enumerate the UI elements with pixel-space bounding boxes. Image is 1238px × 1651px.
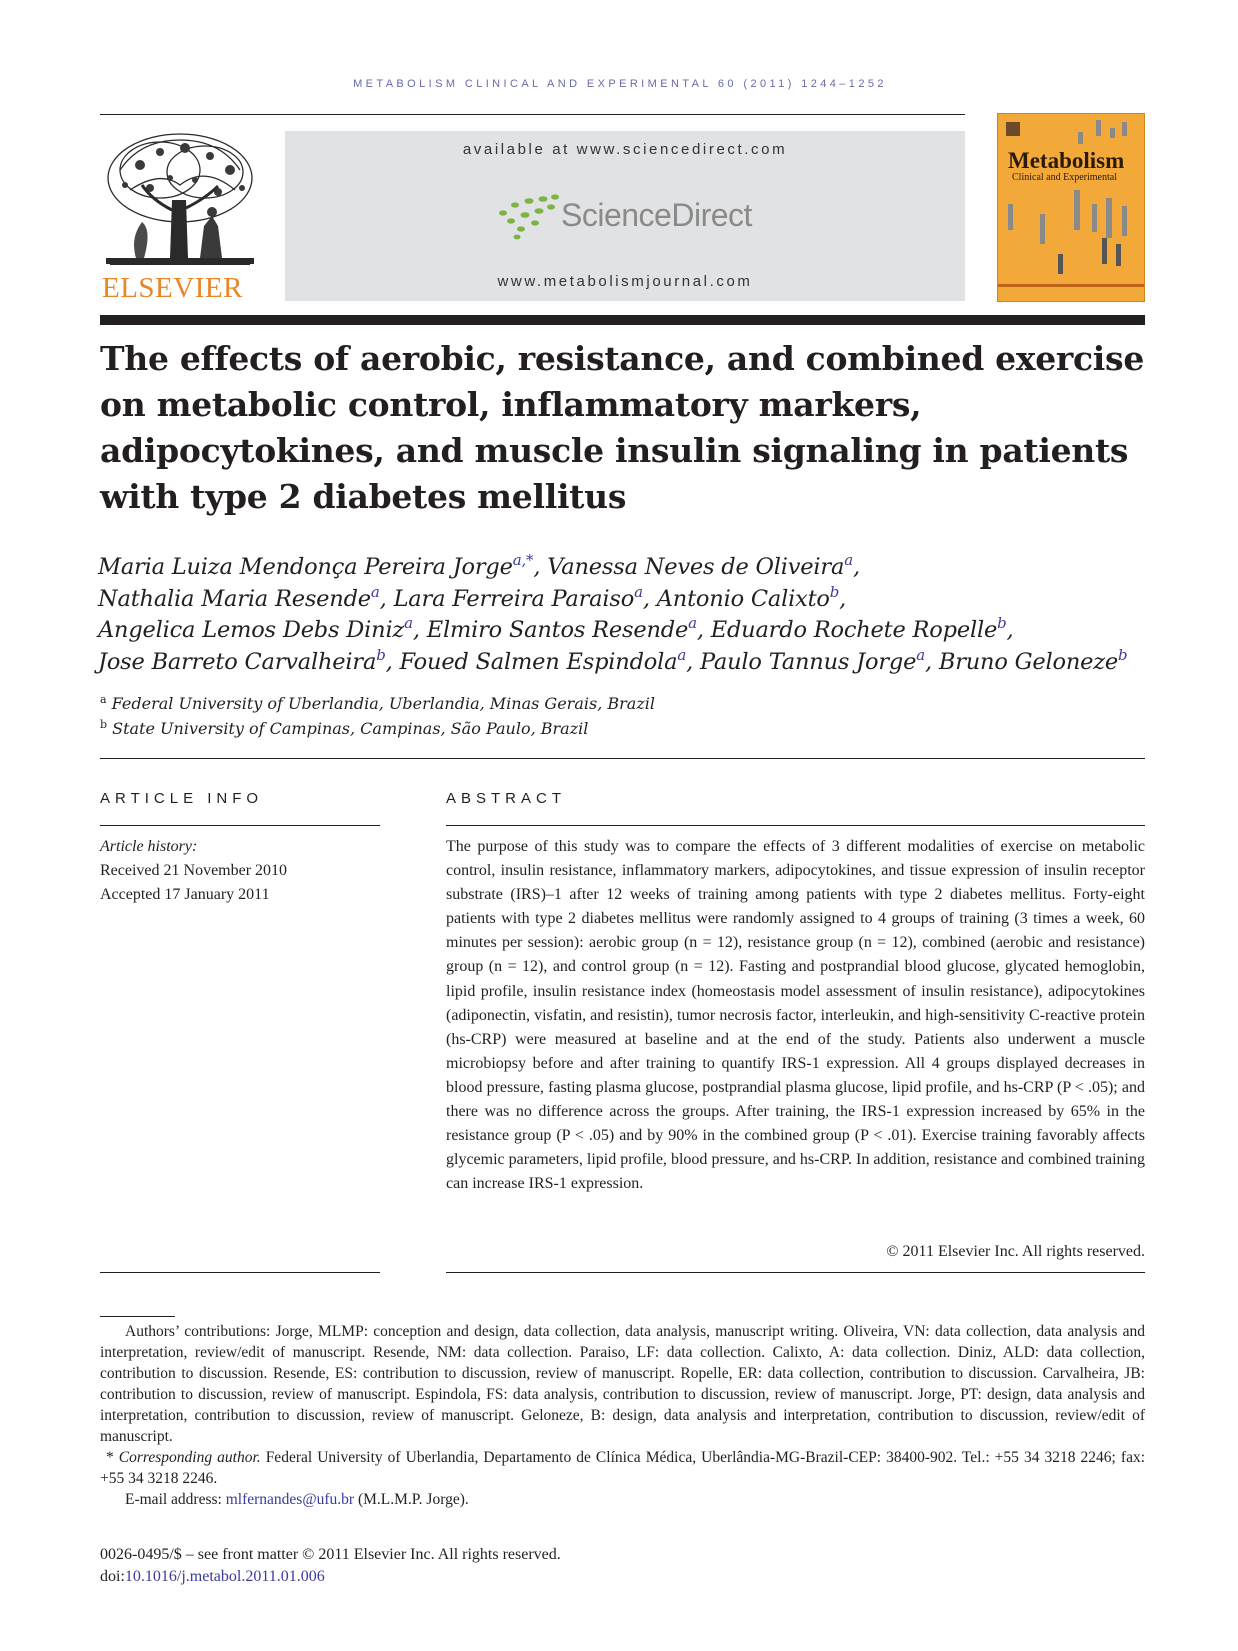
footnotes xyxy=(100,1321,1145,1510)
doi-label: doi: xyxy=(100,1568,125,1585)
affiliation-rule xyxy=(100,758,1145,759)
received-date: Received 21 November 2010 xyxy=(100,862,288,879)
author-separator: , xyxy=(412,617,427,643)
journal-url-text[interactable]: www.metabolismjournal.com xyxy=(497,273,753,290)
doi-line xyxy=(100,1566,900,1588)
sciencedirect-dots-icon xyxy=(495,193,561,243)
author-affiliation-mark[interactable]: b xyxy=(829,582,840,601)
doi-link[interactable]: 10.1016/j.metabol.2011.01.006 xyxy=(124,1568,325,1585)
author-affiliation-mark[interactable]: a,* xyxy=(512,551,534,569)
abstract-heading: ABSTRACT xyxy=(446,790,567,807)
author-line xyxy=(98,647,1158,679)
article-info xyxy=(100,835,380,907)
author-name[interactable]: Foued Salmen Espindola xyxy=(399,648,678,675)
author-name[interactable]: Nathalia Maria Resende xyxy=(98,585,371,612)
footnote-rule xyxy=(100,1316,175,1317)
author-name[interactable]: Jose Barreto Carvalheira xyxy=(98,648,377,675)
abstract-bottom-rule xyxy=(446,1272,1145,1273)
affiliation-item xyxy=(100,691,900,716)
author-name[interactable]: Maria Luiza Mendonça Pereira Jorge xyxy=(98,554,513,580)
affiliation-item xyxy=(100,716,900,741)
author-separator: , xyxy=(852,554,860,580)
email-link[interactable]: mlfernandes@ufu.br xyxy=(225,1491,355,1508)
author-affiliation-mark[interactable]: a xyxy=(677,645,687,664)
author-affiliation-mark[interactable]: a xyxy=(916,645,925,664)
sciencedirect-banner xyxy=(285,131,965,301)
journal-citation-line: METABOLISM CLINICAL AND EXPERIMENTAL 60 (2011) 1244–1252 xyxy=(353,78,887,90)
elsevier-wordmark: ELSEVIER xyxy=(102,272,243,304)
paper-title: The effects of aerobic, resistance, and combined exercise on metabolic control, inflammatory markers, adipocytokines, and muscle insulin signaling in patients with type 2 diabetes mellitus xyxy=(100,339,1145,516)
header-rule xyxy=(100,114,965,115)
author-separator: , xyxy=(379,585,394,612)
author-separator: , xyxy=(696,617,711,643)
article-info-bottom-rule xyxy=(100,1272,380,1273)
email-owner: (M.L.M.P. Jorge). xyxy=(357,1491,469,1508)
article-info-heading: ARTICLE INFO xyxy=(100,790,264,807)
author-affiliation-mark[interactable]: b xyxy=(997,614,1007,632)
author-separator: , xyxy=(385,648,400,675)
author-affiliation-mark[interactable]: b xyxy=(1118,645,1128,664)
author-affiliation-mark[interactable]: a xyxy=(688,614,697,632)
corresponding-author-address: Federal University of Uberlandia, Departamento de Clínica Médica, Uberlândia-MG-Brazil-CEP: 38400-902. Tel.: +55 34 3218 2246; fax: +55 34 3218 2246. xyxy=(100,1449,1146,1487)
author-affiliation-mark[interactable]: a xyxy=(370,582,380,601)
journal-cover[interactable] xyxy=(997,113,1145,302)
author-affiliation-mark[interactable]: b xyxy=(376,645,386,664)
author-name[interactable]: Paulo Tannus Jorge xyxy=(699,648,917,675)
affiliation-mark: a xyxy=(100,693,107,706)
abstract-copyright: © 2011 Elsevier Inc. All rights reserved. xyxy=(886,1243,1145,1260)
issn-doi-block xyxy=(100,1544,900,1588)
cover-bars-graphic xyxy=(998,114,1145,302)
corresponding-author-note xyxy=(100,1447,1145,1489)
author-line xyxy=(98,584,1158,616)
accepted-date: Accepted 17 January 2011 xyxy=(100,886,270,903)
corresponding-author-label: Corresponding author. xyxy=(118,1449,261,1466)
article-history-label: Article history: xyxy=(100,838,198,855)
abstract-text: The purpose of this study was to compare the effects of 3 different modalities of exercise on metabolic control, insulin resistance, inflammatory markers, adipocytokines, and tissue expression of insulin receptor substrate (IRS)–1 after 12 weeks of training among patients with type 2 diabetes mellitus. Forty-eight patients with type 2 diabetes mellitus were randomly assigned to 4 groups of training (3 times a week, 60 minutes per session): aerobic group (n = 12), resistance group (n = 12), combined (aerobic and resistance) group (n = 12), and control group (n = 12). Fasting and postprandial blood glucose, glycated hemoglobin, lipid profile, insulin resistance index (homeostasis model assessment of insulin resistance), adipocytokines (adiponectin, visfatin, and resistin), tumor necrosis factor, interleukin, and high-sensitivity C-reactive protein (hs-CRP) were measured at baseline and at the end of the study. Patients also underwent a muscle microbiopsy before and after training to quantify IRS-1 expression. All 4 groups displayed decreases in blood pressure, fasting plasma glucose, postprandial plasma glucose, lipid profile, and hs-CRP (P < .05); and there was no difference across the groups. After training, the IRS-1 expression increased by 65% in the resistance group (P < .05) and by 90% in the combined group (P < .01). Exercise training favorably affects glycemic parameters, lipid profile, blood pressure, and hs-CRP. In addition, resistance and combined training can increase IRS-1 expression. xyxy=(446,838,1145,1193)
elsevier-logo[interactable] xyxy=(100,130,260,306)
article-info-rule xyxy=(100,825,380,826)
elsevier-tree-icon xyxy=(100,130,260,272)
author-separator: , xyxy=(1006,617,1014,643)
email-label: E-mail address: xyxy=(125,1491,222,1508)
author-affiliation-mark[interactable]: a xyxy=(634,582,643,601)
author-name[interactable]: Angelica Lemos Debs Diniz xyxy=(98,617,405,643)
affiliation-text: State University of Campinas, Campinas, São Paulo, Brazil xyxy=(112,719,589,738)
author-separator: , xyxy=(533,554,548,580)
author-separator: , xyxy=(924,648,939,675)
affiliation-mark: b xyxy=(100,718,108,731)
affiliation-text: Federal University of Uberlandia, Uberlandia, Minas Gerais, Brazil xyxy=(111,694,655,713)
author-line xyxy=(98,615,1158,647)
issn-line: 0026-0495/$ – see front matter © 2011 Elsevier Inc. All rights reserved. xyxy=(100,1546,561,1563)
author-name[interactable]: Antonio Calixto xyxy=(656,585,830,612)
abstract-rule xyxy=(446,825,1145,826)
cover-title: Metabolism xyxy=(1008,148,1125,173)
author-affiliation-mark[interactable]: a xyxy=(844,551,853,569)
cover-subtitle: Clinical and Experimental xyxy=(1012,172,1117,183)
sciencedirect-wordmark: ScienceDirect xyxy=(561,197,752,233)
email-note xyxy=(100,1489,1145,1510)
author-name[interactable]: Eduardo Rochete Ropelle xyxy=(710,617,998,643)
author-list xyxy=(98,552,1158,678)
author-name[interactable]: Lara Ferreira Paraiso xyxy=(393,585,635,612)
author-name[interactable]: Vanessa Neves de Oliveira xyxy=(547,554,845,580)
affiliation-list xyxy=(100,691,900,741)
author-separator: , xyxy=(839,585,847,612)
author-name[interactable]: Elmiro Santos Resende xyxy=(426,617,689,643)
sciencedirect-logo[interactable] xyxy=(495,193,765,245)
available-at-text[interactable]: available at www.sciencedirect.com xyxy=(462,141,788,158)
author-separator: , xyxy=(686,648,700,675)
corresponding-mark: * xyxy=(106,1449,114,1466)
header-thick-bar xyxy=(100,315,1145,325)
author-name[interactable]: Bruno Geloneze xyxy=(938,648,1119,675)
author-contributions-note: Authors’ contributions: Jorge, MLMP: conception and design, data collection, data analysis, manuscript writing. Oliveira, VN: data collection, data analysis and interpretation, review/edit of manuscript. Resende, NM: data collection. Paraiso, LF: data collection. Calixto, A: data collection. Diniz, ALD: data collection, contribution to discussion. Resende, ES: contribution to discussion, review of manuscript. Ropelle, ER: data collection, contribution to discussion. Carvalheira, JB: contribution to discussion, review of manuscript. Espindola, FS: data analysis, contribution to discussion, review of manuscript. Jorge, PT: design, data analysis and interpretation, contribution to discussion, review of manuscript. Geloneze, B: design, data analysis and interpretation, contribution to discussion, review/edit of manuscript. xyxy=(100,1323,1145,1445)
author-affiliation-mark[interactable]: a xyxy=(404,614,413,632)
author-separator: , xyxy=(642,585,657,612)
author-line xyxy=(98,552,1158,584)
